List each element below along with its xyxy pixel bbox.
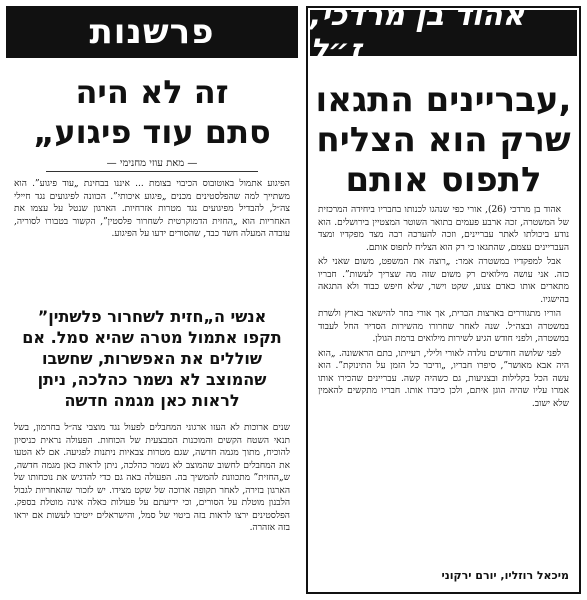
obituary-headline-line3: לתפוס אותם xyxy=(345,160,542,200)
analysis-banner: פרשנות xyxy=(6,6,298,58)
analysis-column xyxy=(6,6,298,594)
analysis-pull-quote: אנשי ה„חזית לשחרור פלשתין” תקפו אתמול מטרה שהיא סמל. אם שוללים את האפשרות, שחשבו שהמוצב לא נשמר כהלכה, ניתן לראות כאן מגמה חדשה xyxy=(22,307,282,410)
obituary-paragraph: לפני שלושה חודשים נולדה לאורי ולילי, רעייתו, בתם הראשונה. „הוא היה אבא מאושר”, סיפרו חבריו, „ודיבר כל הזמן על התינוקת”. הוא עשה הכל בקלילות ובצניעות, גם כשהיה קשה. עבריינים שהכירו אותו אמרו עליו שהיה הוגן איתם, ולכן כיבדו אותו. חבריו מתקשים להאמין שלא ישוב. xyxy=(318,348,569,409)
obituary-headline xyxy=(314,80,573,200)
analysis-headline xyxy=(14,72,290,152)
obituary-headline-line1: עבריינים התגאו, xyxy=(315,80,572,120)
obituary-column xyxy=(306,0,581,594)
analysis-byline: — מאת עוזי מחנימי — xyxy=(46,158,258,172)
analysis-headline-line1: זה לא היה xyxy=(75,73,229,111)
obituary-headline-line2: שרק הוא הצליח xyxy=(316,120,571,160)
analysis-headline-line2: „סתם עוד פיגוע xyxy=(33,113,271,151)
obituary-signature: מיכאל רוזליו, יורם ירקוני xyxy=(441,569,569,582)
obituary-paragraph: אבל למפקדיו במשטרה אמר: „רוצה את המשפט, משום שאני לא כזה. אני עושה מילואים רק משום שזה מה שצריך לעשות”. חבריו מתארים אותו כאדם צנוע, שקט וישר, שלא חיפש כבוד ולא התגאה בהישגיו. xyxy=(318,257,569,305)
obituary-paragraph: הוריו מתגוררים בארצות הברית, אך אורי בחר להישאר בארץ ולשרת במשטרה ובצה״ל. שנה לאחר שחרורו מהשירות הסדיר החל לעבוד במשטרה, ולפני חודש הגיע לשירות מילואים ברמת הגולן. xyxy=(318,309,569,344)
obituary-banner: אהוד בן מרדכי, ז״ל xyxy=(310,10,577,56)
obituary-body xyxy=(318,204,569,540)
obituary-paragraph: אהוד בן מרדכי (26), אורי כפי שנהגו לכנותו בחבריו ביחידה המרכזית של המשטרה, זכה ארבע פעמים בתואר השוטר המצטיין בירושלים. הוא נודע ביכולתו לאתר עבריינים, וזכה להערכה רבה מצד מפקדיו ומצד העבריינים עצמם, שהתגאו כי רק הוא הצליח לתפוס אותם. xyxy=(318,205,569,253)
analysis-body-bottom: שנים ארוכות לא העזו ארגוני המחבלים לפעול נגד מוצבי צה״ל בחרמון, בשל תנאי השטח הקשים והמוכנות המבצעית של הכוחות. הפעולה נראית כניסיון להוכיח, מתוך מגמה חדשה, שגם מטרות צבאיות ניתנות לפגיעה. אם לא הטעו את המחבלים לחשוב שהמוצב לא נשמר כהלכה, ניתן לראות כאן מגמה חדשה, ש„החזית” מתכוונת להמשיך בה. הפעולה באה גם כדי להדגיש את נוכחותו של הארגון בזירה, לאחר תקופה ארוכה של שקט מצידו. יש לזכור שהאחריות לגבול הלבנון מוטלת על הסורים, וכי ידיעתם על פעולות כאלה אינה מוטלת בספק. הפלסטינים ירצו לראות בזה ביטוי של סמל, והישראלים ייטיבו לעשות אם יראו בזה אזהרה. xyxy=(14,423,290,533)
analysis-body-top: הפיגוע אתמול באוטובוס הכיבוי בצומת ... איננו בבחינת „עוד פיגוע”. הוא משתייך למה שהפלסטינים מכנים „פיגוע איכותי”. הכוונה לפיגועים נגד חיילי צה״ל, להבדיל מפיגועים נגד מטרות אזרחיות. הארגון שנטל על עצמו את האחריות הוא „החזית הדמוקרטית לשחרור פלסטין”, הקשור בטבורו לסוריה, עובדה המעלה חשד כבד, שהסורים ידעו על הפיגוע. xyxy=(14,179,290,239)
